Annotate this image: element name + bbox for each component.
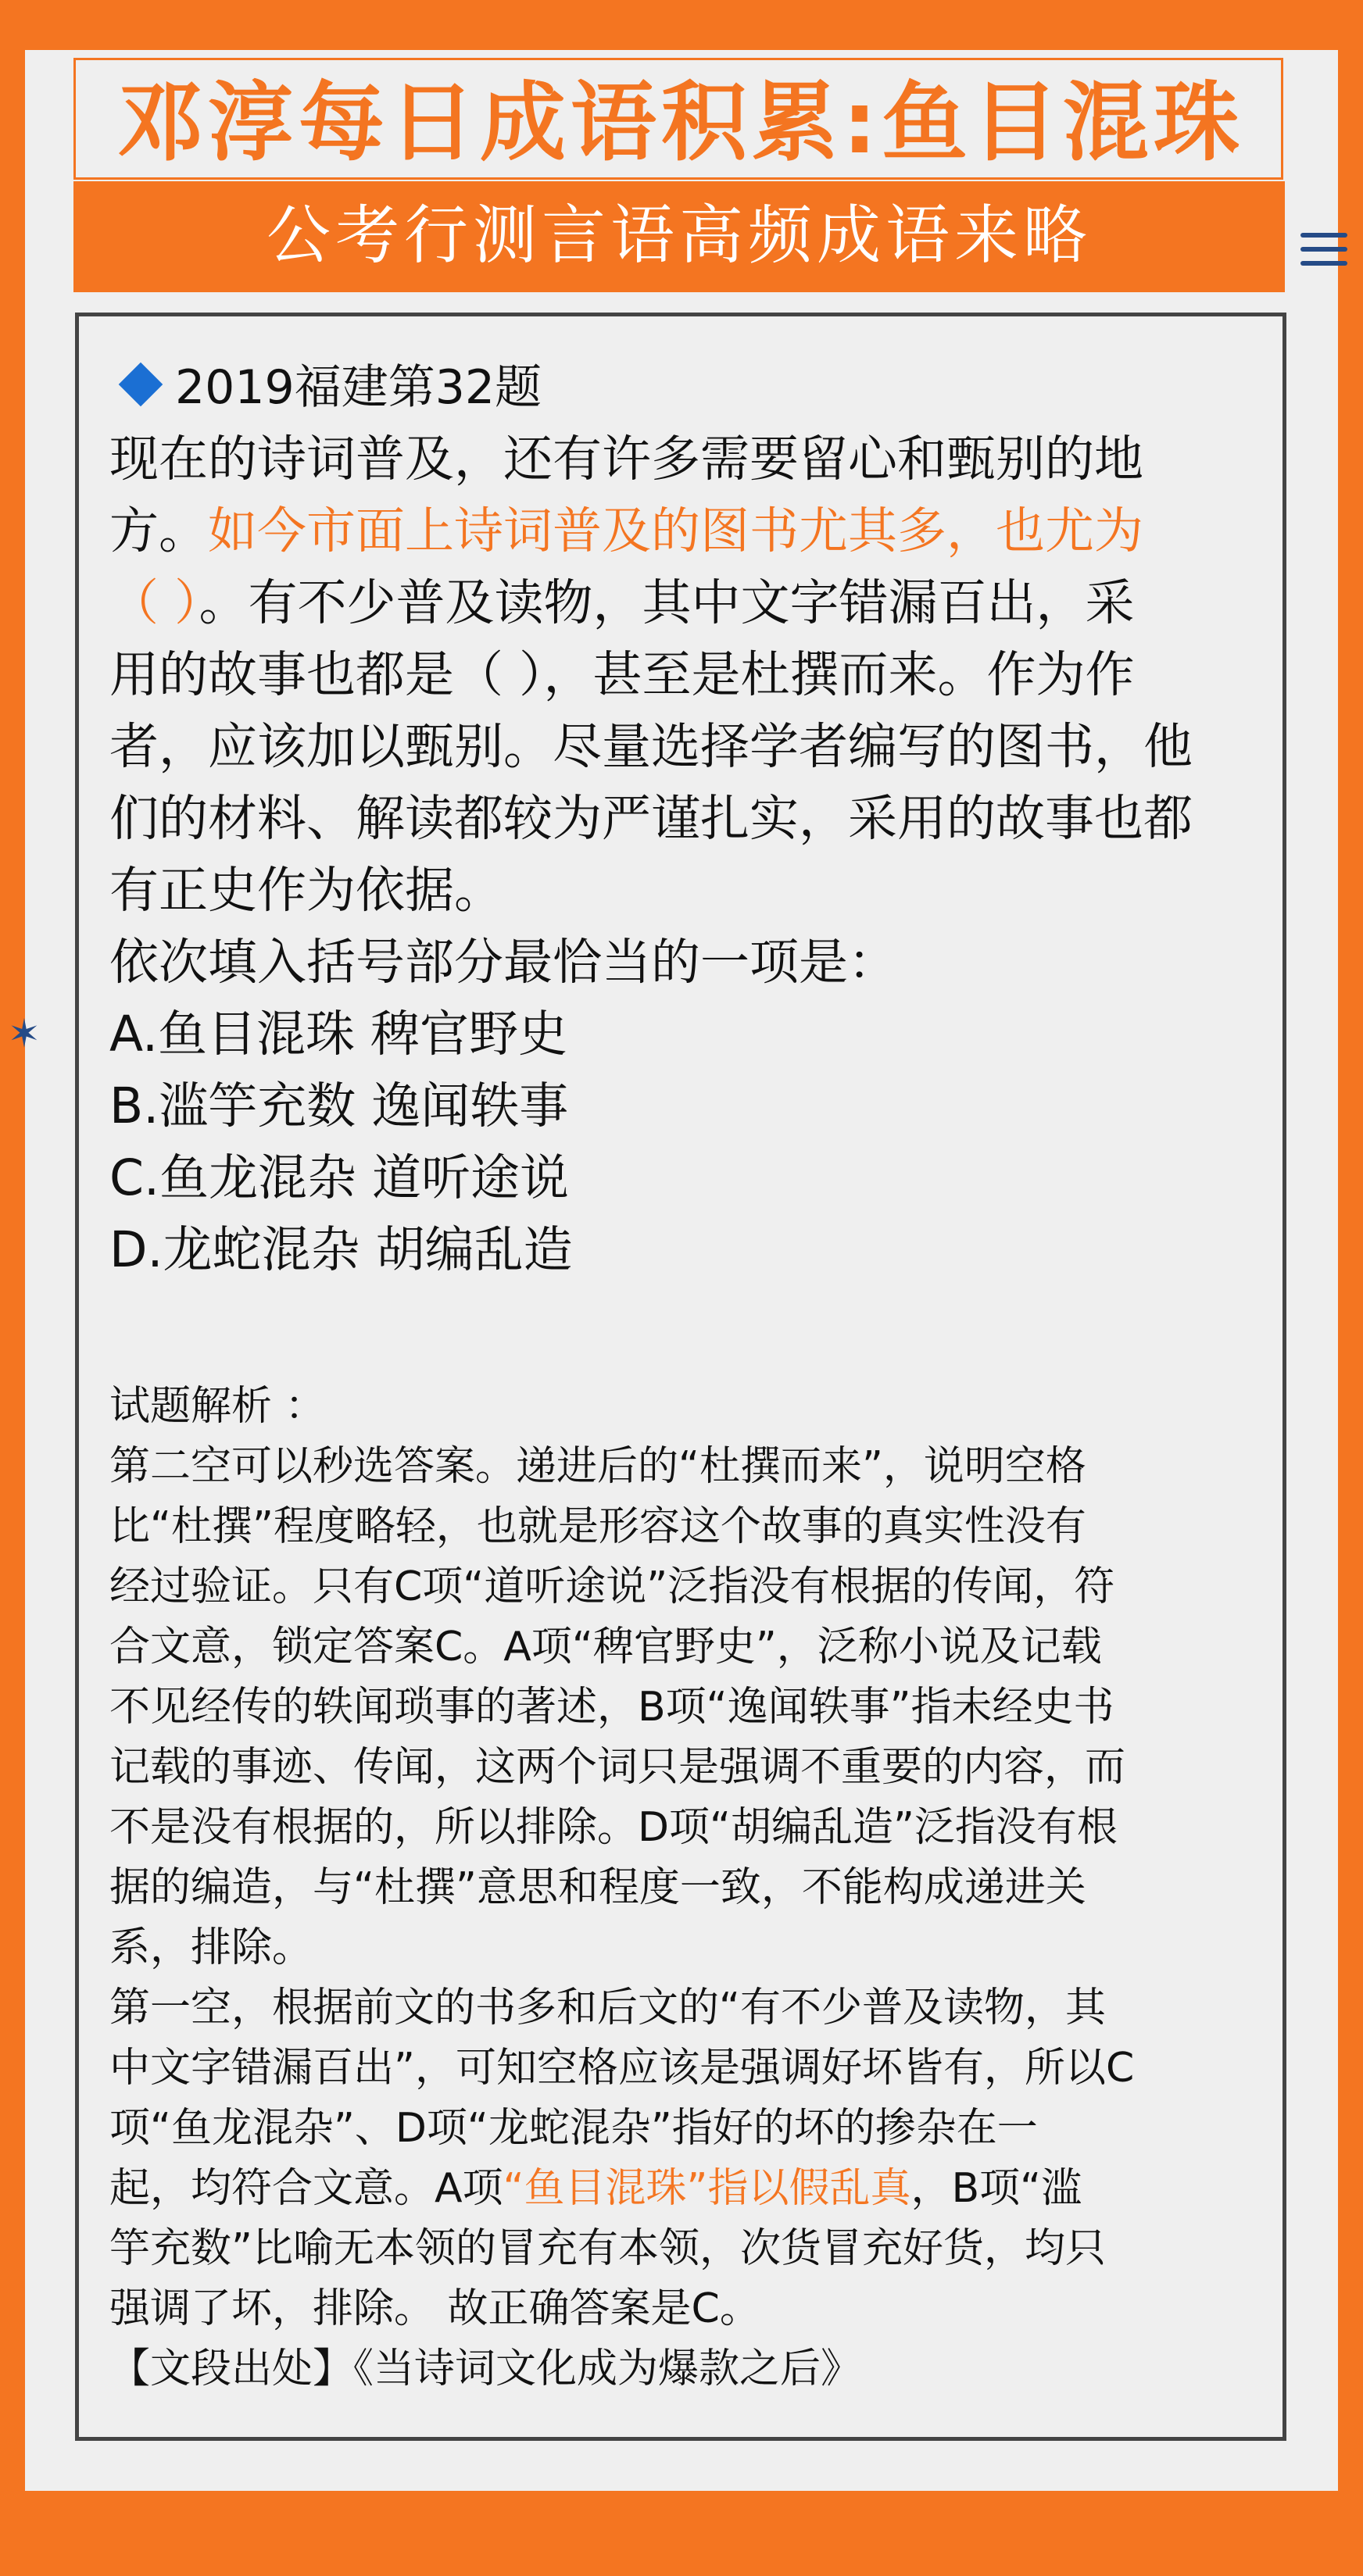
analysis-line xyxy=(109,1798,1254,1858)
text-segment: 【文段出处】《当诗词文化成为爆款之后》 xyxy=(109,2346,862,2392)
menu-icon[interactable] xyxy=(1300,233,1347,272)
answer-option xyxy=(109,1142,1254,1214)
text-segment: 竽充数”比喻无本领的冒充有本领，次货冒充好货，均只 xyxy=(109,2225,1106,2272)
text-segment: 们的材料、解读都较为严谨扎实，采用的故事也都 xyxy=(109,790,1193,847)
page-title: 邓淳每日成语积累:鱼目混珠 xyxy=(117,73,1244,173)
answer-option xyxy=(109,1070,1254,1142)
text-segment: B.滥竽充数 逸闻轶事 xyxy=(109,1077,569,1134)
analysis-line xyxy=(109,1437,1254,1497)
analysis-line xyxy=(109,2099,1254,2159)
analysis-heading xyxy=(109,1377,1254,1437)
analysis-line xyxy=(109,1738,1254,1798)
analysis-line xyxy=(109,2038,1254,2099)
analysis-line xyxy=(109,1557,1254,1617)
text-segment: 合文意，锁定答案C。A项“稗官野史”，泛称小说及记载 xyxy=(109,1624,1102,1670)
text-segment: 据的编造，与“杜撰”意思和程度一致，不能构成递进关 xyxy=(109,1864,1086,1911)
analysis-line xyxy=(109,1497,1254,1557)
text-segment: D.龙蛇混杂 胡编乱造 xyxy=(109,1221,573,1278)
question-prompt xyxy=(109,927,1254,999)
passage-line xyxy=(109,783,1254,855)
passage-line xyxy=(109,567,1254,639)
answer-option xyxy=(109,1214,1254,1286)
text-segment: 用的故事也都是（ ），甚至是杜撰而来。作为作 xyxy=(109,646,1135,703)
passage-line xyxy=(109,855,1254,927)
title-banner xyxy=(73,58,1283,180)
analysis-line xyxy=(109,1677,1254,1738)
highlighted-text: 如今市面上诗词普及的图书尤其多，也尤为 xyxy=(208,502,1143,559)
text-segment: 试题解析 ： xyxy=(109,1383,326,1430)
passage-line xyxy=(109,423,1254,495)
passage-line xyxy=(109,495,1254,567)
page-subtitle: 公考行测言语高频成语来略 xyxy=(266,198,1092,273)
text-segment: 第一空，根据前文的书多和后文的“有不少普及读物，其 xyxy=(109,1985,1106,2031)
analysis-line xyxy=(109,2159,1254,2219)
diamond-bullet-icon xyxy=(119,363,163,407)
text-segment: 不见经传的轶闻琐事的著述，B项“逸闻轶事”指未经史书 xyxy=(109,1684,1114,1731)
text-segment: 有正史作为依据。 xyxy=(109,862,503,919)
question-source-label: 2019福建第32题 xyxy=(175,360,542,415)
text-segment: 。有不少普及读物，其中文字错漏百出，采 xyxy=(199,574,1135,631)
text-segment: 起，均符合文意。A项 xyxy=(109,2165,503,2212)
passage-line xyxy=(109,639,1254,711)
text-segment: C.鱼龙混杂 道听途说 xyxy=(109,1149,570,1206)
text-segment: 记载的事迹、传闻，这两个词只是强调不重要的内容，而 xyxy=(109,1744,1126,1791)
text-segment: 依次填入括号部分最恰当的一项是： xyxy=(109,934,897,991)
analysis-line xyxy=(109,2339,1254,2399)
text-segment: ，B项“滥 xyxy=(910,2165,1082,2212)
highlighted-text: （ ） xyxy=(109,574,199,631)
text-segment: 中文字错漏百出”，可知空格应该是强调好坏皆有，所以C xyxy=(109,2045,1135,2092)
text-segment: 现在的诗词普及，还有许多需要留心和甄别的地 xyxy=(109,431,1143,488)
text-segment: 者，应该加以甄别。尽量选择学者编写的图书，他 xyxy=(109,718,1193,775)
passage-line xyxy=(109,711,1254,783)
analysis-line xyxy=(109,2219,1254,2279)
subtitle-bar xyxy=(73,181,1285,292)
question-source xyxy=(109,352,1254,423)
text-segment: 强调了坏，排除。 故正确答案是C。 xyxy=(109,2285,760,2332)
analysis-section xyxy=(109,1377,1254,2399)
analysis-line xyxy=(109,1858,1254,1918)
analysis-line xyxy=(109,1617,1254,1677)
text-segment: 系，排除。 xyxy=(109,1924,313,1971)
text-segment: 不是没有根据的，所以排除。D项“胡编乱造”泛指没有根 xyxy=(109,1804,1118,1851)
text-segment: A.鱼目混珠 稗官野史 xyxy=(109,1006,568,1063)
text-segment: 比“杜撰”程度略轻，也就是形容这个故事的真实性没有 xyxy=(109,1503,1086,1550)
text-segment: 方。 xyxy=(109,502,208,559)
question-passage xyxy=(109,423,1254,1286)
text-segment: 项“鱼龙混杂”、D项“龙蛇混杂”指好的坏的掺杂在一 xyxy=(109,2105,1038,2152)
analysis-line xyxy=(109,2279,1254,2339)
answer-option xyxy=(109,999,1254,1070)
analysis-line xyxy=(109,1978,1254,2038)
text-segment: 第二空可以秒选答案。递进后的“杜撰而来”，说明空格 xyxy=(109,1443,1086,1490)
highlighted-text: “鱼目混珠”指以假乱真 xyxy=(503,2165,911,2212)
star-icon: ✶ xyxy=(8,1011,41,1056)
analysis-line xyxy=(109,1918,1254,1978)
text-segment: 经过验证。只有C项“道听途说”泛指没有根据的传闻，符 xyxy=(109,1563,1115,1610)
